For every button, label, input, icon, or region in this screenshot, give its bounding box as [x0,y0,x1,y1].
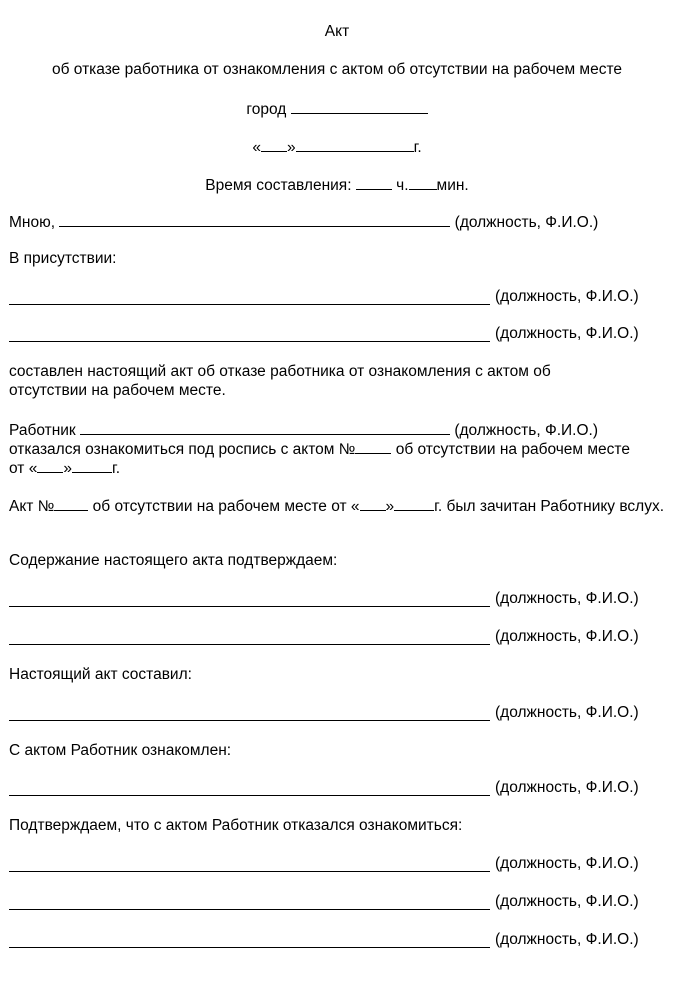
composed-paragraph: составлен настоящий акт об отказе работника от ознакомления с актом об отсутствии на рабочем месте. [9,363,551,399]
position-fio-caption: (должность, Ф.И.О.) [495,779,639,796]
presence-signature-row-2 [9,325,654,345]
date-close-quote: » [286,139,296,156]
confirm-signature-row-1 [9,590,654,610]
month-blank [394,496,434,511]
position-fio-caption: (должность, Ф.И.О.) [454,214,599,231]
month-blank [72,458,112,473]
signature-blank [9,895,490,910]
signature-blank [9,592,490,607]
refused-date-line [9,458,120,478]
acquainted-label: С актом Работник ознакомлен: [9,742,232,759]
signature-blank [9,857,490,872]
position-fio-caption: (должность, Ф.И.О.) [495,590,639,607]
date-open-quote: « [350,498,360,515]
date-open-quote: « [28,460,38,477]
act-read-end: г. был зачитан Работнику вслух. [434,498,665,515]
by-me-blank [59,212,450,227]
minutes-suffix: мин. [436,177,469,194]
year-suffix: г. [413,139,422,156]
minutes-blank [409,175,437,190]
by-me-label: Мною, [9,214,56,231]
position-fio-caption: (должность, Ф.И.О.) [495,931,639,948]
presence-signature-row-1 [9,288,654,308]
position-fio-caption: (должность, Ф.И.О.) [495,325,639,342]
month-blank [296,137,414,152]
signature-blank [9,781,490,796]
position-fio-caption: (должность, Ф.И.О.) [495,288,639,305]
document-title: Акт [324,23,350,40]
signature-blank [9,706,490,721]
refusal-signature-row-1 [9,855,654,875]
time-label: Время составления: [205,177,352,194]
worker-line [9,420,598,440]
date-line [0,137,674,157]
act-read-from: об отсутствии на рабочем месте от [92,498,347,515]
year-suffix: г. [111,460,121,477]
act-number-blank [355,439,391,454]
signature-blank [9,327,490,342]
confirm-signature-row-2 [9,628,654,648]
position-fio-caption: (должность, Ф.И.О.) [495,893,639,910]
refusal-signature-row-2 [9,893,654,913]
signature-blank [9,630,490,645]
refusal-confirm-label: Подтверждаем, что с актом Работник отказался ознакомиться: [9,817,463,834]
absence-text: об отсутствии на рабочем месте [395,441,630,458]
presence-label: В присутствии: [9,250,117,267]
signature-blank [9,290,490,305]
acquainted-signature-row [9,779,654,799]
act-no-label: Акт № [9,498,55,515]
city-line [0,99,674,119]
from-label: от [9,460,25,477]
composer-signature-row [9,704,654,724]
document-subtitle: об отказе работника от ознакомления с актом об отсутствии на рабочем месте [51,61,622,78]
position-fio-caption: (должность, Ф.И.О.) [495,704,639,721]
hours-suffix: ч. [396,177,409,194]
position-fio-caption: (должность, Ф.И.О.) [495,628,639,645]
refused-text: отказался ознакомиться под роспись с актом № [9,441,356,458]
date-open-quote: « [252,139,261,156]
worker-label: Работник [9,422,76,439]
city-label: город [246,101,287,118]
day-blank [360,496,386,511]
position-fio-caption: (должность, Ф.И.О.) [495,855,639,872]
refused-line [9,439,630,459]
by-me-line [9,212,598,232]
refusal-signature-row-3 [9,931,654,951]
worker-blank [80,420,450,435]
date-close-quote: » [63,460,72,477]
hours-blank [356,175,392,190]
day-blank [261,137,287,152]
time-line [0,175,674,195]
day-blank [37,458,63,473]
date-close-quote: » [385,498,395,515]
position-fio-caption: (должность, Ф.И.О.) [454,422,599,439]
act-number-blank [54,496,88,511]
act-read-line [9,496,664,516]
city-blank [291,99,428,114]
composer-label: Настоящий акт составил: [9,666,192,683]
confirm-label: Содержание настоящего акта подтверждаем: [9,552,338,569]
signature-blank [9,933,490,948]
